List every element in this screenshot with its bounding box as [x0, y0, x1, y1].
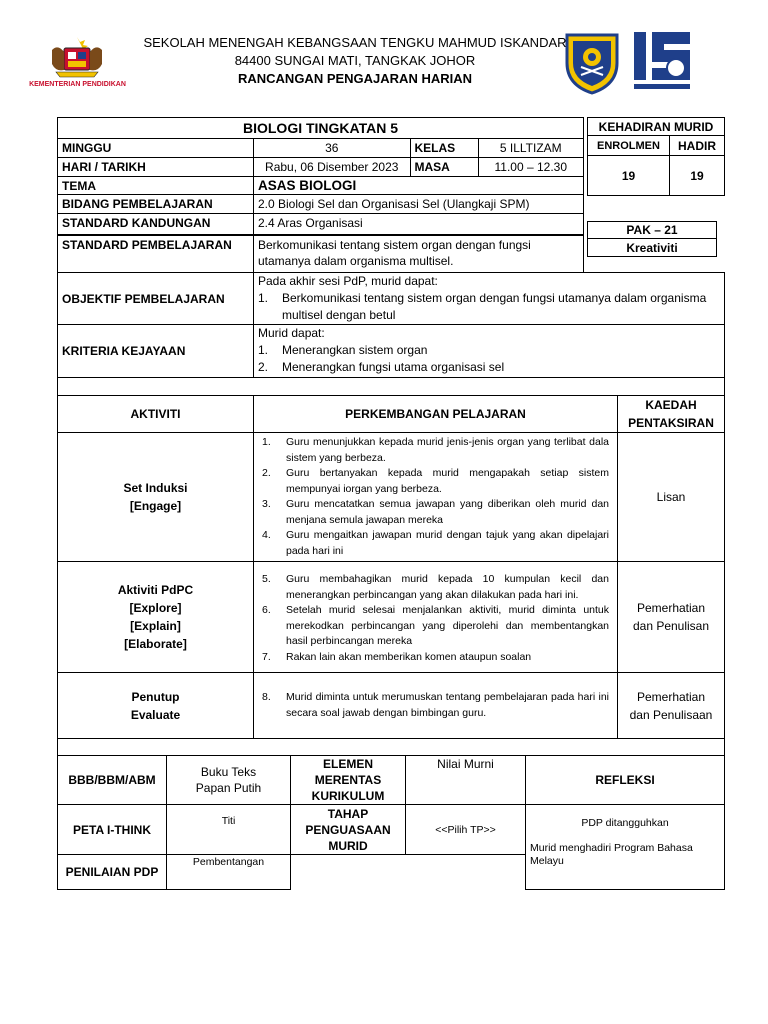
pdpc-phase-explore: [Explore] — [129, 601, 182, 615]
bbb-item-2: Papan Putih — [195, 781, 262, 795]
induksi-kaedah: Lisan — [618, 433, 725, 562]
objektif-label: OBJEKTIF PEMBELAJARAN — [58, 273, 254, 325]
ithink-label: PETA I-THINK — [58, 805, 167, 855]
pdpc-item: 6. Setelah murid selesai menjalankan aktiviti, murid diminta untuk merekodkan perbincangan yang diperolehi dan membentangkan hasil perbincangan mereka — [262, 604, 609, 647]
kriteria-item: 1. Menerangkan sistem organ — [258, 343, 428, 357]
info-table — [57, 117, 584, 236]
pdpc-phase-explain: [Explain] — [130, 619, 181, 633]
hari-value: Rabu, 06 Disember 2023 — [254, 158, 410, 176]
sk-value: 2.4 Aras Organisasi — [254, 214, 584, 236]
document-title: RANCANGAN PENGAJARAN HARIAN — [237, 71, 472, 86]
induksi-item: 1. Guru menunjukkan kepada murid jenis-jenis organ yang terlibat dala sistem yang berbeza. — [262, 436, 609, 464]
refleksi-value: PDP ditangguhkan — [581, 817, 669, 829]
ithink-value: Titi — [167, 805, 291, 855]
pdpc-item: 7. Rakan lain akan memberikan komen ataupun soalan — [262, 650, 532, 663]
tema-label: TEMA — [58, 177, 254, 195]
induksi-name: Set Induksi — [123, 481, 188, 495]
kriteria-label: KRITERIA KEJAYAAN — [58, 325, 254, 378]
subject-title: BIOLOGI TINGKATAN 5 — [58, 118, 584, 139]
col-perkembangan: PERKEMBANGAN PELAJARAN — [254, 396, 618, 433]
refleksi-label: REFLEKSI — [526, 756, 725, 805]
induksi-item: 3. Guru mencatatkan semua jawapan yang diberikan oleh murid dan menjana semula jawapan mereka — [262, 498, 609, 526]
enrolmen-value: 19 — [588, 156, 670, 196]
ministry-name: KEMENTERIAN PENDIDIKAN — [29, 81, 126, 88]
tp-label-2: PENGUASAAN — [305, 822, 391, 837]
sp-label: STANDARD PEMBELAJARAN — [58, 235, 254, 273]
kelas-label: KELAS — [410, 139, 478, 157]
bidang-value: 2.0 Biologi Sel dan Organisasi Sel (Ulangkaji SPM) — [254, 195, 584, 214]
attendance-title: KEHADIRAN MURID — [588, 118, 725, 136]
hari-label: HARI / TARIKH — [58, 158, 254, 177]
kriteria-item: 2. Menerangkan fungsi utama organisasi sel — [258, 360, 505, 374]
induksi-item: 2. Guru bertanyakan kepada murid mengapakah setiap sistem mempunyai iorgan yang berbeza. — [262, 467, 609, 495]
objektif-item: 1. Berkomunikasi tentang sistem organ dengan fungsi utamanya dalam organisma multisel dengan betul — [258, 291, 707, 322]
penilaian-label: PENILAIAN PDP — [58, 855, 167, 890]
malaysia-crest-icon — [42, 34, 112, 80]
attendance-table — [587, 117, 725, 196]
pdpc-kaedah: Pemerhatian — [636, 601, 706, 615]
bbb-item: Buku Teks — [200, 765, 257, 779]
col-kaedah: KAEDAH PENTAKSIRAN — [618, 396, 725, 433]
bidang-label: BIDANG PEMBELAJARAN — [58, 195, 254, 214]
objektif-intro: Pada akhir sesi PdP, murid dapat: — [258, 274, 438, 288]
hadir-value: 19 — [670, 156, 725, 196]
pak-label: PAK – 21 — [588, 222, 717, 239]
school-name: SEKOLAH MENENGAH KEBANGSAAN TENGKU MAHMUD ISKANDAR — [143, 35, 567, 50]
pdpc-phase-elaborate: [Elaborate] — [124, 637, 187, 651]
program-logo-icon — [632, 28, 694, 92]
col-aktiviti: AKTIVITI — [58, 396, 254, 433]
emk-value: Nilai Murni — [406, 756, 526, 805]
sk-label: STANDARD KANDUNGAN — [58, 214, 254, 236]
masa-label: MASA — [410, 158, 478, 176]
pak-table — [587, 221, 717, 257]
kelas-value: 5 ILLTIZAM — [499, 141, 562, 155]
pdpc-kaedah-2: dan Penulisan — [632, 619, 710, 633]
kriteria-intro: Murid dapat: — [258, 326, 325, 340]
pak-value: Kreativiti — [588, 239, 717, 257]
minggu-label: MINGGU — [58, 139, 254, 158]
minggu-value: 36 — [254, 139, 410, 157]
pdpc-item: 5. Guru membahagikan murid kepada 10 kumpulan kecil dan menerangkan perbincangan yang akan dilakukan pada hari ini. — [262, 573, 609, 601]
footer-table — [57, 755, 725, 890]
penutup-kaedah-2: dan Penulisaan — [629, 707, 713, 722]
refleksi-note: Murid menghadiri Program Bahasa Melayu — [530, 842, 693, 867]
emk-label: ELEMEN MERENTAS — [314, 757, 382, 787]
penutup-phase: Evaluate — [130, 707, 181, 722]
tp-label: TAHAP — [327, 806, 369, 821]
tp-select[interactable]: <<Pilih TP>> — [406, 805, 526, 855]
activities-table — [57, 395, 725, 756]
penutup-item: 8. Murid diminta untuk merumuskan tentang pembelajaran pada hari ini secara soal jawab dengan bimbingan guru. — [262, 691, 609, 719]
penutup-kaedah: Pemerhatian — [636, 689, 706, 704]
objective-table — [57, 234, 725, 396]
induksi-phase: [Engage] — [129, 499, 182, 513]
penilaian-value: Pembentangan — [167, 855, 291, 890]
bbb-label: BBB/BBM/ABM — [58, 756, 167, 805]
tp-label-3: MURID — [328, 838, 368, 853]
sp-value: Berkomunikasi tentang sistem organ dengan fungsi utamanya dalam organisma multisel. — [254, 235, 584, 273]
tema-value: ASAS BIOLOGI — [254, 177, 584, 195]
emk-label-2: KURIKULUM — [311, 789, 385, 803]
enrolmen-label: ENROLMEN — [588, 136, 670, 156]
pdpc-name: Aktiviti PdPC — [117, 583, 194, 597]
school-address: 84400 SUNGAI MATI, TANGKAK JOHOR — [234, 53, 476, 68]
hadir-label: HADIR — [670, 136, 725, 156]
masa-value: 11.00 – 12.30 — [494, 160, 568, 174]
induksi-item: 4. Guru mengaitkan jawapan murid dengan tajuk yang akan dipelajari pada hari ini — [262, 529, 609, 557]
penutup-name: Penutup — [131, 689, 180, 704]
